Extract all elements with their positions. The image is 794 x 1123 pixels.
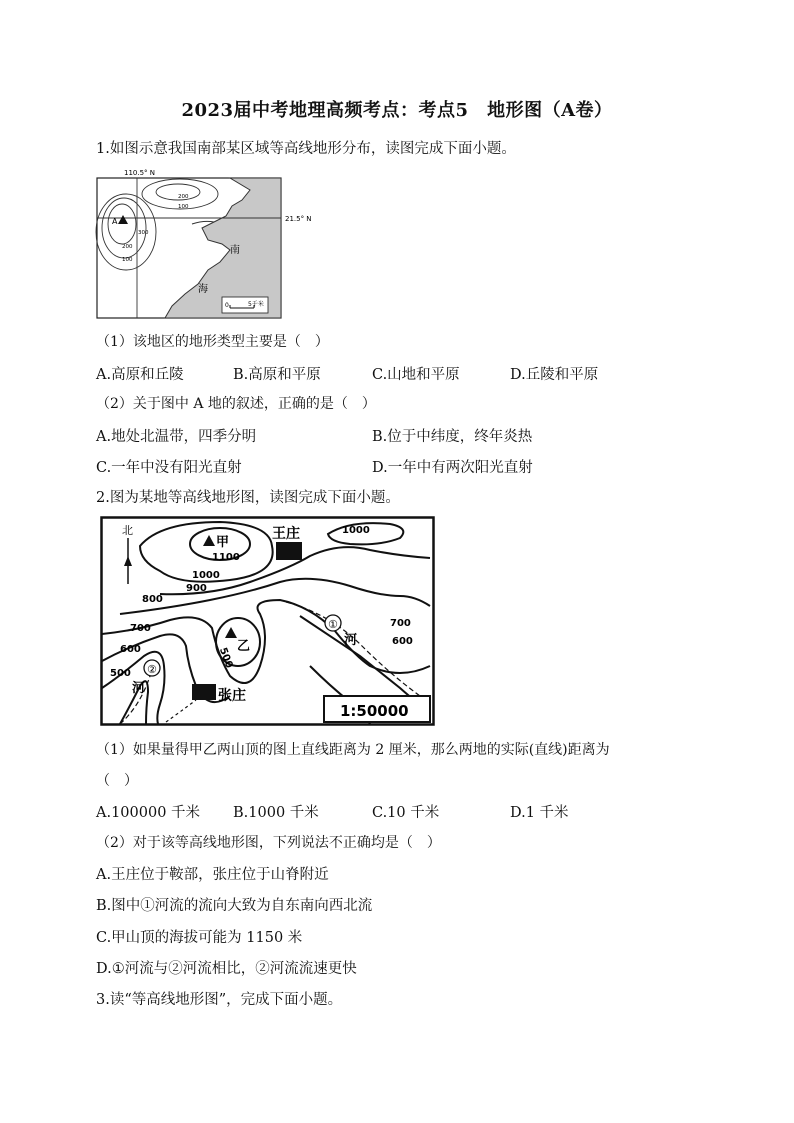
q2-sub1-option-a[interactable]: A.100000 千米 — [96, 805, 201, 821]
page-title: 2023届中考地理高频考点：考点5 地形图（A卷） — [181, 100, 613, 121]
q2-contour-map — [100, 516, 436, 728]
q2-sub2-option-b[interactable]: B.图中①河流的流向大致为自东南向西北流 — [96, 898, 373, 914]
svg-text:100: 100 — [178, 204, 189, 210]
q2-sub1-option-d[interactable]: D.1 千米 — [510, 805, 569, 821]
q2-peak-jia-label: 甲 — [216, 535, 230, 550]
svg-text:1000: 1000 — [192, 570, 220, 581]
svg-text:0: 0 — [225, 302, 229, 309]
svg-text:600: 600 — [392, 636, 413, 647]
q1-contour-map — [80, 166, 340, 322]
q2-village-zhang-icon — [192, 684, 216, 700]
q2-sub1-stem-line2: （ ） — [96, 773, 138, 789]
q1-lat-label: 21.5° N — [285, 215, 312, 223]
svg-text:300: 300 — [138, 230, 149, 236]
q1-lon-label: 110.5° N — [124, 169, 156, 177]
svg-text:200: 200 — [122, 244, 133, 250]
q1-sea-char-1: 南 — [230, 245, 240, 256]
svg-text:500: 500 — [110, 668, 131, 679]
q2-sub1-option-b[interactable]: B.1000 千米 — [233, 805, 319, 821]
svg-text:700: 700 — [130, 623, 151, 634]
svg-text:100: 100 — [122, 257, 133, 263]
q2-village-wang-label: 王庄 — [272, 526, 300, 542]
q1-sub2-option-a[interactable]: A.地处北温带，四季分明 — [96, 429, 257, 445]
svg-text:800: 800 — [142, 594, 163, 605]
q1-peak-label: A — [112, 217, 118, 226]
svg-text:900: 900 — [186, 583, 207, 594]
q2-north-label: 北 — [122, 524, 133, 537]
q2-sub2-option-d[interactable]: D.①河流与②河流相比，②河流流速更快 — [96, 961, 357, 977]
q1-sub1-stem: （1）该地区的地形类型主要是（ ） — [96, 334, 329, 350]
q1-sub1-option-d[interactable]: D.丘陵和平原 — [510, 367, 599, 383]
q2-sub2-option-a[interactable]: A.王庄位于鞍部，张庄位于山脊附近 — [96, 867, 329, 883]
svg-text:②: ② — [147, 663, 157, 676]
q2-river-2-label: 河 — [132, 681, 146, 696]
q2-stem: 2.图为某地等高线地形图，读图完成下面小题。 — [96, 490, 400, 506]
q1-stem: 1.如图示意我国南部某区域等高线地形分布，读图完成下面小题。 — [96, 141, 516, 157]
q1-sub1-option-c[interactable]: C.山地和平原 — [372, 367, 460, 383]
q1-sub2-option-c[interactable]: C.一年中没有阳光直射 — [96, 460, 242, 476]
q2-sub2-option-c[interactable]: C.甲山顶的海拔可能为 1150 米 — [96, 930, 303, 946]
q1-sub1-option-a[interactable]: A.高原和丘陵 — [96, 367, 184, 383]
q1-sub2-option-d[interactable]: D.一年中有两次阳光直射 — [372, 460, 533, 476]
q2-sub1-option-c[interactable]: C.10 千米 — [372, 805, 440, 821]
svg-text:500: 500 — [216, 646, 235, 670]
q2-map-frame — [102, 518, 434, 725]
q1-sub2-stem: （2）关于图中 A 地的叙述，正确的是（ ） — [96, 396, 376, 412]
q2-peak-yi-label: 乙 — [237, 639, 251, 654]
q2-village-wang-icon — [276, 542, 302, 560]
q2-village-zhang-label: 张庄 — [218, 688, 246, 704]
q1-sub2-option-b[interactable]: B.位于中纬度，终年炎热 — [372, 429, 533, 445]
svg-text:1000: 1000 — [342, 525, 370, 536]
svg-text:700: 700 — [390, 618, 411, 629]
svg-text:1100: 1100 — [212, 552, 240, 563]
q1-sub1-option-b[interactable]: B.高原和平原 — [233, 367, 321, 383]
q2-sub2-stem: （2）对于该等高线地形图，下列说法不正确均是（ ） — [96, 835, 441, 851]
svg-text:200: 200 — [178, 194, 189, 200]
q1-sea-char-2: 海 — [198, 284, 208, 295]
q1-scale-unit: 5千米 — [248, 301, 264, 308]
q3-stem: 3.读“等高线地形图”，完成下面小题。 — [96, 992, 343, 1008]
svg-text:①: ① — [328, 618, 338, 631]
svg-text:600: 600 — [120, 644, 141, 655]
q2-river-1-label: 河 — [344, 633, 358, 648]
q2-sub1-stem-line1: （1）如果量得甲乙两山顶的图上直线距离为 2 厘米，那么两地的实际(直线)距离为 — [96, 742, 610, 758]
q2-scale-label: 1:50000 — [340, 702, 409, 720]
